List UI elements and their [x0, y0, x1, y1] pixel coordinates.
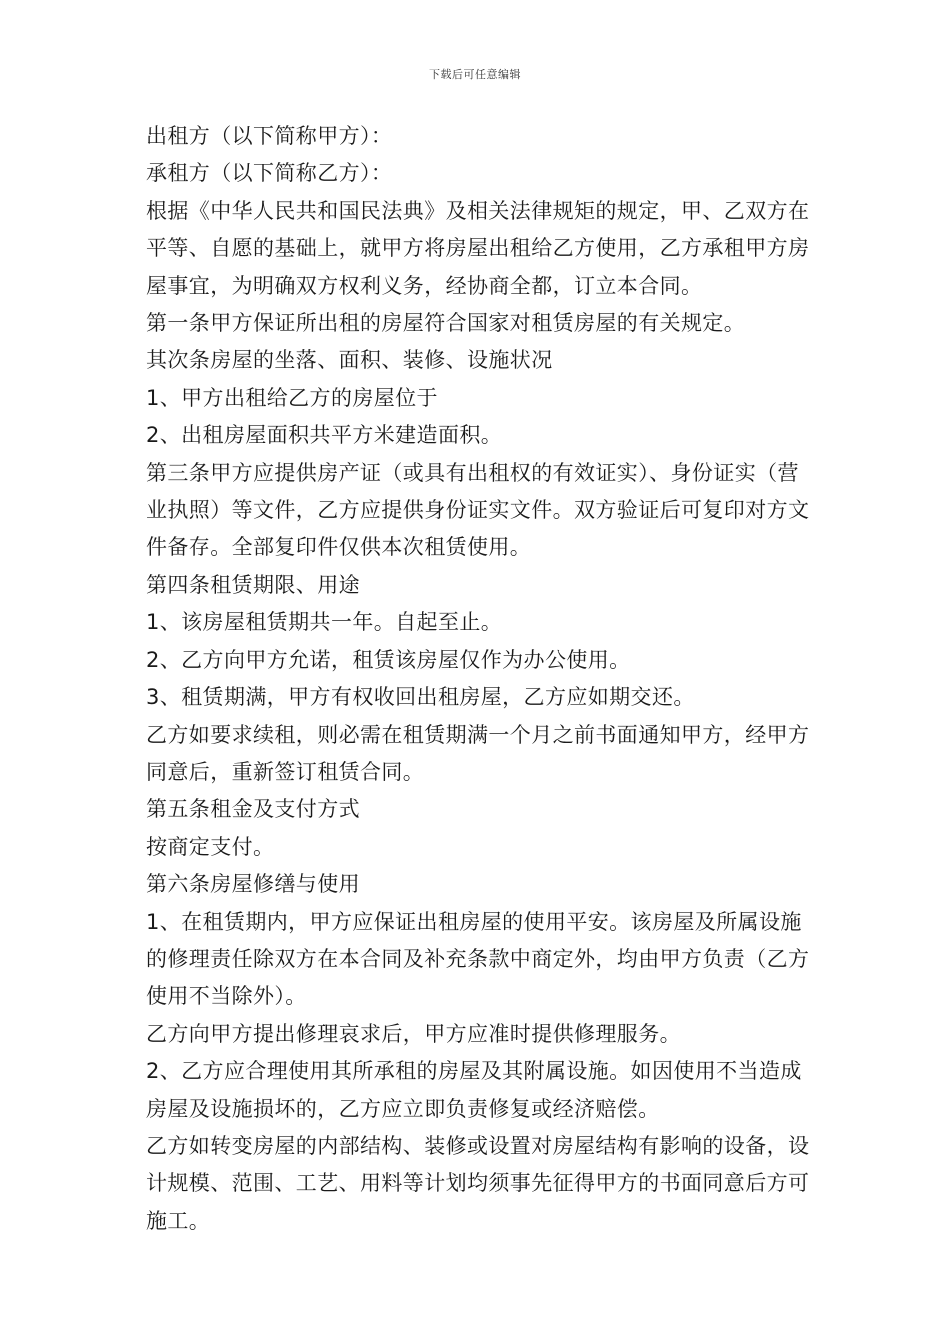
paragraph-article-4-item-3: 3、租赁期满，甲方有权收回出租房屋，乙方应如期交还。	[146, 685, 695, 710]
paragraph-article-3: 第三条甲方应提供房产证（或具有出租权的有效证实）、身份证实（营业执照）等文件，乙方应提供身份证实文件。双方验证后可复印对方文件备存。全部复印件仅供本次租赁使用。	[146, 460, 810, 560]
header-note: 下载后可任意编辑	[429, 68, 521, 81]
paragraph-article-4-item-2: 2、乙方向甲方允诺，租赁该房屋仅作为办公使用。	[146, 647, 631, 672]
paragraph-structure-change: 乙方如转变房屋的内部结构、装修或设置对房屋结构有影响的设备，设计规模、范围、工艺、用料等计划均须事先征得甲方的书面同意后方可施工。	[146, 1133, 810, 1233]
paragraph-article-2-item-2: 2、出租房屋面积共平方米建造面积。	[146, 423, 503, 448]
paragraph-article-4-item-1: 1、该房屋租赁期共一年。自起至止。	[146, 610, 503, 635]
paragraph-lessor: 出租方（以下简称甲方）：	[146, 124, 393, 148]
paragraph-renewal: 乙方如要求续租，则必需在租赁期满一个月之前书面通知甲方，经甲方同意后，重新签订租赁合同。	[146, 722, 810, 784]
paragraph-article-6-title: 第六条房屋修缮与使用	[146, 872, 360, 897]
paragraph-article-6-item-2: 2、乙方应合理使用其所承租的房屋及其附属设施。如因使用不当造成房屋及设施损坏的，乙方应立即负责修复或经济赔偿。	[146, 1059, 802, 1121]
paragraph-article-2-item-1: 1、甲方出租给乙方的房屋位于	[146, 385, 438, 410]
paragraph-article-5-body: 按商定支付。	[146, 834, 275, 859]
paragraph-lessee: 承租方（以下简称乙方）：	[146, 161, 393, 186]
contract-body	[146, 118, 814, 1240]
paragraph-preamble: 根据《中华人民共和国民法典》及相关法律规矩的规定，甲、乙双方在平等、自愿的基础上，就甲方将房屋出租给乙方使用，乙方承租甲方房屋事宜，为明确双方权利义务，经协商全都，订立本合同。	[146, 198, 810, 298]
paragraph-article-6-item-1: 1、在租赁期内，甲方应保证出租房屋的使用平安。该房屋及所属设施的修理责任除双方在本合同及补充条款中商定外，均由甲方负责（乙方使用不当除外）。	[146, 909, 810, 1009]
paragraph-article-1: 第一条甲方保证所出租的房屋符合国家对租赁房屋的有关规定。	[146, 311, 746, 336]
paragraph-repair-request: 乙方向甲方提出修理哀求后，甲方应准时提供修理服务。	[146, 1021, 681, 1046]
paragraph-article-2-title: 其次条房屋的坐落、面积、装修、设施状况	[146, 348, 553, 373]
paragraph-article-4-title: 第四条租赁期限、用途	[146, 572, 360, 597]
paragraph-article-5-title: 第五条租金及支付方式	[146, 797, 360, 822]
